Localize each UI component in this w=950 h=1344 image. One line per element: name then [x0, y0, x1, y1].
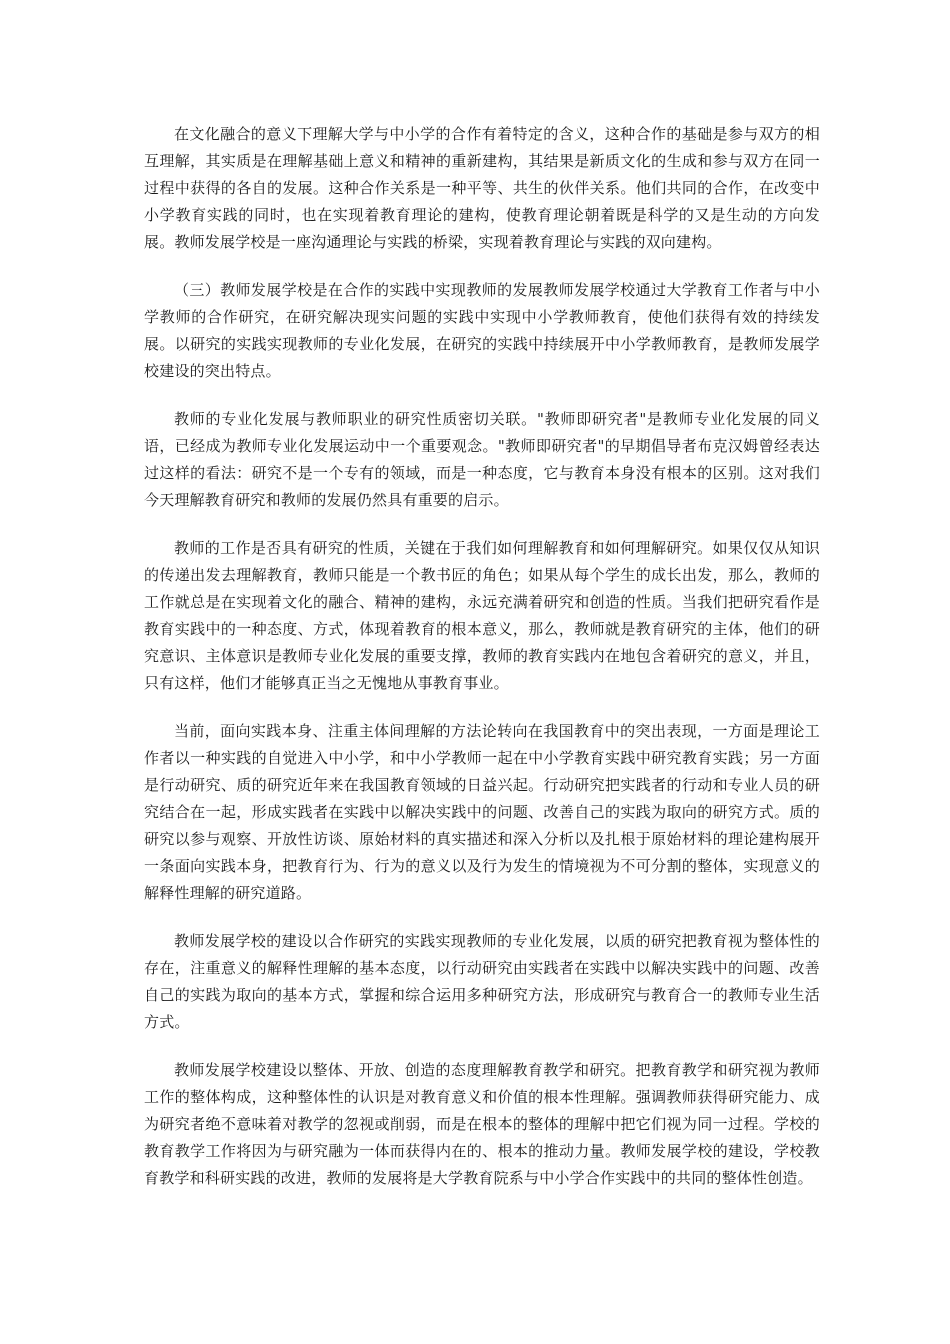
paragraph-nature-of-teaching: 教师的工作是否具有研究的性质，关键在于我们如何理解教育和如何理解研究。如果仅仅从知识的传递出发去理解教育，教师只能是一个教书匠的角色；如果从每个学生的成长出发，那么，教师的工作就总是在实现着文化的融合、精神的建构，永远充满着研究和创造的性质。当我们把研究看作是教育实践中的一种态度、方式，体现着教育的根本意义，那么，教师就是教育研究的主体，他们的研究意识、主体意识是教师专业化发展的重要支撑，教师的教育实践内在地包含着研究的意义，并且，只有这样，他们才能够真正当之无愧地从事教育事业。	[144, 539, 820, 692]
paragraph-cooperative-research: 教师发展学校的建设以合作研究的实践实现教师的专业化发展，以质的研究把教育视为整体性的存在，注重意义的解释性理解的基本态度，以行动研究由实践者在实践中以解决实践中的问题、改善自己的实践为取向的基本方式，掌握和综合运用多种研究方法，形成研究与教育合一的教师专业生活方式。	[144, 932, 820, 1031]
paragraph-cultural-fusion: 在文化融合的意义下理解大学与中小学的合作有着特定的含义，这种合作的基础是参与双方的相互理解，其实质是在理解基础上意义和精神的重新建构，其结果是新质文化的生成和参与双方在同一过程中获得的各自的发展。这种合作关系是一种平等、共生的伙伴关系。他们共同的合作，在改变中小学教育实践的同时，也在实现着教育理论的建构，使教育理论朝着既是科学的又是生动的方向发展。教师发展学校是一座沟通理论与实践的桥梁，实现着教育理论与实践的双向建构。	[144, 125, 820, 251]
paragraph-holistic-approach: 教师发展学校建设以整体、开放、创造的态度理解教育教学和研究。把教育教学和研究视为教师工作的整体构成，这种整体性的认识是对教育意义和价值的根本性理解。强调教师获得研究能力、成为研究者绝不意味着对教学的忽视或削弱，而是在根本的整体的理解中把它们视为同一过程。学校的教育教学工作将因为与研究融为一体而获得内在的、根本的推动力量。教师发展学校的建设，学校教育教学和科研实践的改进，教师的发展将是大学教育院系与中小学合作实践中的共同的整体性创造。	[144, 1061, 820, 1187]
paragraph-section-three: （三）教师发展学校是在合作的实践中实现教师的发展教师发展学校通过大学教育工作者与中小学教师的合作研究，在研究解决现实问题的实践中实现中小学教师教育，使他们获得有效的持续发展。以研究的实践实现教师的专业化发展，在研究的实践中持续展开中小学教师教育，是教师发展学校建设的突出特点。	[144, 281, 820, 380]
document-body	[144, 121, 820, 1213]
paragraph-teacher-as-researcher: 教师的专业化发展与教师职业的研究性质密切关联。"教师即研究者"是教师专业化发展的同义语，已经成为教师专业化发展运动中一个重要观念。"教师即研究者"的早期倡导者布克汉姆曾经表达过这样的看法：研究不是一个专有的领域，而是一种态度，它与教育本身没有根本的区别。这对我们今天理解教育研究和教师的发展仍然具有重要的启示。	[144, 410, 820, 509]
paragraph-methodology-turn: 当前，面向实践本身、注重主体间理解的方法论转向在我国教育中的突出表现，一方面是理论工作者以一种实践的自觉进入中小学，和中小学教师一起在中小学教育实践中研究教育实践；另一方面是行动研究、质的研究近年来在我国教育领域的日益兴起。行动研究把实践者的行动和专业人员的研究结合在一起，形成实践者在实践中以解决实践中的问题、改善自己的实践为取向的研究方式。质的研究以参与观察、开放性访谈、原始材料的真实描述和深入分析以及扎根于原始材料的理论建构展开一条面向实践本身，把教育行为、行为的意义以及行为发生的情境视为不可分割的整体，实现意义的解释性理解的研究道路。	[144, 722, 820, 902]
